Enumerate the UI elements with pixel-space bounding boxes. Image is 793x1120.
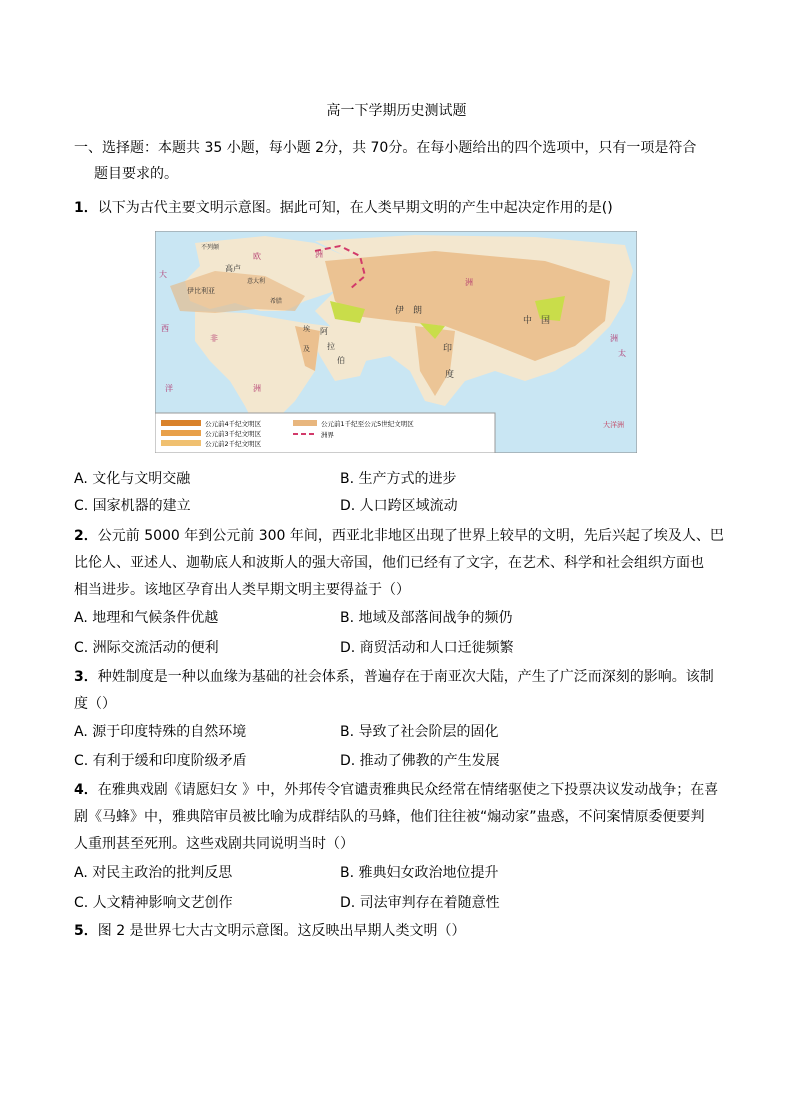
map-label: 意大利 — [247, 278, 266, 285]
map-label: 拉 — [327, 342, 335, 351]
ancient-civilizations-map — [155, 231, 637, 453]
map-label: 中 国 — [523, 316, 551, 326]
question-3-line-2: 度（） — [74, 696, 116, 712]
question-4 — [74, 780, 718, 800]
map-label: 高卢 — [225, 264, 241, 273]
question-2 — [74, 526, 724, 546]
legend-label-2: 公元前3千纪文明区 — [205, 430, 262, 438]
map-label: 度 — [445, 370, 455, 380]
map-label: 伊 朗 — [395, 306, 423, 316]
question-2-line-2: 比伦人、亚述人、迦勒底人和波斯人的强大帝国，他们已经有了文字，在艺术、科学和社会组织方面也 — [74, 555, 704, 571]
map-label: 非 — [210, 334, 218, 343]
question-2-line-3: 相当进步。该地区孕育出人类早期文明主要得益于（） — [74, 582, 410, 598]
option-1-d[interactable]: D. 人口跨区域流动 — [340, 498, 458, 514]
question-text: 种姓制度是一种以血缘为基础的社会体系，普遍存在于南亚次大陆，产生了广泛而深刻的影响。该制 — [97, 669, 714, 685]
section-heading: 一、选择题：本题共 35 小题，每小题 2分，共 70分。在每小题给出的四个选项中，只有一项是符合 — [74, 140, 697, 156]
question-text: 图 2 是世界七大古文明示意图。这反映出早期人类文明（） — [97, 923, 466, 939]
map-label: 大洋洲 — [603, 421, 624, 429]
question-number: 3． — [74, 669, 98, 685]
question-3 — [74, 667, 714, 687]
map-label: 伊比利亚 — [187, 287, 215, 295]
option-4-d[interactable]: D. 司法审判存在着随意性 — [340, 895, 500, 911]
section-heading-cont: 题目要求的。 — [94, 166, 178, 182]
map-label: 伯 — [337, 356, 345, 365]
map-label: 大 — [159, 270, 167, 279]
map-label: 阿 — [320, 327, 328, 336]
legend-label-4: 公元前1千纪至公元5世纪文明区 — [321, 420, 414, 428]
option-4-a[interactable]: A. 对民主政治的批判反思 — [74, 865, 233, 881]
question-text: 以下为古代主要文明示意图。据此可知，在人类早期文明的产生中起决定作用的是() — [97, 200, 613, 216]
map-label: 太 — [618, 349, 626, 358]
question-4-line-3: 人重刑甚至死刑。这些戏剧共同说明当时（） — [74, 836, 354, 852]
option-4-c[interactable]: C. 人文精神影响文艺创作 — [74, 895, 233, 911]
map-label: 洲 — [315, 250, 323, 259]
legend-label-3: 公元前2千纪文明区 — [205, 440, 262, 448]
question-1 — [74, 198, 613, 218]
option-1-a[interactable]: A. 文化与文明交融 — [74, 471, 191, 487]
option-2-d[interactable]: D. 商贸活动和人口迁徙频繁 — [340, 640, 514, 656]
map-label: 希腊 — [270, 298, 283, 305]
map-label: 埃 — [303, 325, 310, 333]
map-label: 不列颠 — [201, 244, 220, 251]
map-label: 印 — [443, 344, 453, 354]
map-label: 西 — [161, 324, 169, 333]
question-5 — [74, 921, 466, 941]
map-label: 及 — [303, 345, 310, 353]
question-4-line-2: 剧《马蜂》中，雅典陪审员被比喻为成群结队的马蜂，他们往往被“煽动家”蛊惑，不问案情原委便要判 — [74, 809, 705, 825]
map-label: 洲 — [253, 384, 261, 393]
map-label: 洋 — [165, 384, 173, 393]
map-label: 欧 — [253, 252, 261, 261]
option-3-b[interactable]: B. 导致了社会阶层的固化 — [340, 724, 499, 740]
legend-label-1: 公元前4千纪文明区 — [205, 420, 262, 428]
option-3-c[interactable]: C. 有利于缓和印度阶级矛盾 — [74, 753, 247, 769]
page-title: 高一下学期历史测试题 — [326, 103, 467, 119]
map-label: 洲 — [610, 334, 618, 343]
option-2-c[interactable]: C. 洲际交流活动的便利 — [74, 640, 219, 656]
option-2-b[interactable]: B. 地域及部落间战争的频仍 — [340, 610, 513, 626]
question-text: 在雅典戏剧《请愿妇女 》中，外邦传令官谴责雅典民众经常在情绪驱使之下投票决议发动战争；在喜 — [97, 782, 719, 798]
question-text: 公元前 5000 年到公元前 300 年间，西亚北非地区出现了世界上较早的文明，先后兴起了埃及人、巴 — [97, 528, 724, 544]
legend-label-5: 洲界 — [321, 431, 334, 439]
option-3-d[interactable]: D. 推动了佛教的产生发展 — [340, 753, 500, 769]
option-3-a[interactable]: A. 源于印度特殊的自然环境 — [74, 724, 247, 740]
option-1-c[interactable]: C. 国家机器的建立 — [74, 498, 191, 514]
option-1-b[interactable]: B. 生产方式的进步 — [340, 471, 457, 487]
question-number: 2． — [74, 528, 98, 544]
question-number: 5． — [74, 923, 98, 939]
option-2-a[interactable]: A. 地理和气候条件优越 — [74, 610, 219, 626]
question-number: 4． — [74, 782, 98, 798]
question-number: 1． — [74, 200, 98, 216]
option-4-b[interactable]: B. 雅典妇女政治地位提升 — [340, 865, 499, 881]
map-label: 洲 — [465, 278, 473, 287]
